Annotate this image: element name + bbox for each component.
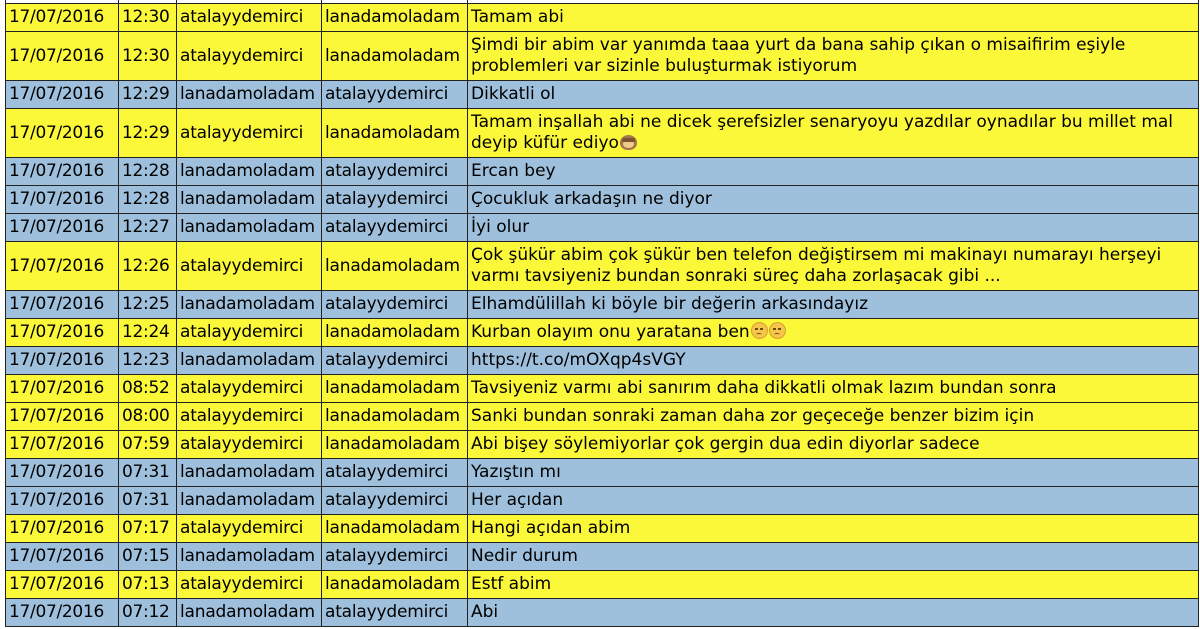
sender-cell <box>177 214 322 242</box>
recipient-text: lanadamoladam <box>325 378 460 398</box>
sender-text: atalayydemirci <box>180 255 304 276</box>
message-text: Elhamdülillah ki böyle bir değerin arkasındayız <box>471 294 869 314</box>
date-text: 17/07/2016 <box>9 255 104 276</box>
message-cell <box>468 158 1199 186</box>
sender-text: lanadamoladam <box>180 84 315 104</box>
date-text: 17/07/2016 <box>9 546 104 566</box>
sender-cell <box>177 571 322 599</box>
message-text: Abi bişey söylemiyorlar çok gergin dua edin diyorlar sadece <box>471 434 980 454</box>
sender-cell <box>177 403 322 431</box>
date-cell <box>6 291 119 319</box>
date-cell <box>6 158 119 186</box>
date-text: 17/07/2016 <box>9 350 104 370</box>
message-text: Çocukluk arkadaşın ne diyor <box>471 189 712 209</box>
date-cell <box>6 515 119 543</box>
table-row <box>6 291 1199 319</box>
date-text: 17/07/2016 <box>9 322 104 342</box>
table-row <box>6 319 1199 347</box>
sender-cell <box>177 431 322 459</box>
sender-cell <box>177 599 322 627</box>
message-cell <box>468 459 1199 487</box>
sender-text: atalayydemirci <box>180 574 304 594</box>
sender-text: lanadamoladam <box>180 546 315 566</box>
message-cell <box>468 571 1199 599</box>
date-text: 17/07/2016 <box>9 217 104 237</box>
recipient-text: atalayydemirci <box>325 546 449 566</box>
recipient-cell <box>322 347 468 375</box>
table-row <box>6 543 1199 571</box>
sender-cell <box>177 158 322 186</box>
time-cell <box>119 487 177 515</box>
message-cell <box>468 431 1199 459</box>
recipient-cell <box>322 81 468 109</box>
sender-text: lanadamoladam <box>180 217 315 237</box>
message-text: İyi olur <box>471 217 530 237</box>
date-cell <box>6 319 119 347</box>
sender-text: lanadamoladam <box>180 462 315 482</box>
time-cell <box>119 375 177 403</box>
message-log-table <box>5 0 1199 627</box>
pensive-face-icon <box>769 322 786 339</box>
recipient-cell <box>322 375 468 403</box>
recipient-text: lanadamoladam <box>325 434 460 454</box>
date-cell <box>6 543 119 571</box>
table-row <box>6 487 1199 515</box>
recipient-text: atalayydemirci <box>325 294 449 314</box>
message-text: Nedir durum <box>471 546 578 566</box>
message-text: Yazıştın mı <box>471 462 561 482</box>
time-text: 07:31 <box>122 490 170 510</box>
time-cell <box>119 81 177 109</box>
sender-text: atalayydemirci <box>180 518 304 538</box>
time-text: 12:25 <box>122 294 170 314</box>
time-text: 12:28 <box>122 161 170 181</box>
time-cell <box>119 242 177 291</box>
recipient-cell <box>322 109 468 158</box>
date-text: 17/07/2016 <box>9 161 104 181</box>
recipient-cell <box>322 571 468 599</box>
table-row <box>6 81 1199 109</box>
recipient-cell <box>322 543 468 571</box>
recipient-cell <box>322 431 468 459</box>
sender-cell <box>177 32 322 81</box>
sender-cell <box>177 515 322 543</box>
date-cell <box>6 599 119 627</box>
time-cell <box>119 291 177 319</box>
message-text: Kurban olayım onu yaratana ben <box>471 322 750 342</box>
message-cell <box>468 515 1199 543</box>
recipient-text: atalayydemirci <box>325 602 449 622</box>
table-row <box>6 431 1199 459</box>
date-cell <box>6 487 119 515</box>
date-cell <box>6 431 119 459</box>
table-row <box>6 403 1199 431</box>
recipient-text: atalayydemirci <box>325 161 449 181</box>
time-text: 07:12 <box>122 602 170 622</box>
sender-cell <box>177 109 322 158</box>
sender-text: atalayydemirci <box>180 122 304 143</box>
message-text: Estf abim <box>471 574 552 594</box>
message-cell <box>468 487 1199 515</box>
date-cell <box>6 403 119 431</box>
date-cell <box>6 571 119 599</box>
date-cell <box>6 186 119 214</box>
time-cell <box>119 403 177 431</box>
date-text: 17/07/2016 <box>9 7 104 27</box>
recipient-text: atalayydemirci <box>325 189 449 209</box>
time-cell <box>119 32 177 81</box>
recipient-cell <box>322 158 468 186</box>
recipient-cell <box>322 459 468 487</box>
message-cell <box>468 186 1199 214</box>
message-cell <box>468 319 1199 347</box>
time-cell <box>119 431 177 459</box>
sender-cell <box>177 459 322 487</box>
time-cell <box>119 4 177 32</box>
table-row <box>6 109 1199 158</box>
recipient-text: lanadamoladam <box>325 45 460 66</box>
time-cell <box>119 571 177 599</box>
sender-text: lanadamoladam <box>180 294 315 314</box>
message-text: Tamam abi <box>471 7 564 27</box>
date-text: 17/07/2016 <box>9 462 104 482</box>
sender-cell <box>177 347 322 375</box>
date-text: 17/07/2016 <box>9 45 104 66</box>
table-row <box>6 347 1199 375</box>
table-row <box>6 32 1199 81</box>
date-text: 17/07/2016 <box>9 518 104 538</box>
recipient-cell <box>322 291 468 319</box>
message-text: Şimdi bir abim var yanımda taaa yurt da bana sahip çıkan o misaifirim eşiyle problemleri var sizinle buluşturmak istiyorum <box>471 35 1131 76</box>
sender-cell <box>177 487 322 515</box>
recipient-cell <box>322 515 468 543</box>
time-text: 07:59 <box>122 434 170 454</box>
message-cell <box>468 4 1199 32</box>
message-text: Sanki bundan sonraki zaman daha zor geçeceğe benzer bizim için <box>471 406 1035 426</box>
date-cell <box>6 109 119 158</box>
sender-text: atalayydemirci <box>180 378 304 398</box>
sender-text: lanadamoladam <box>180 490 315 510</box>
table-row <box>6 242 1199 291</box>
time-cell <box>119 459 177 487</box>
date-text: 17/07/2016 <box>9 189 104 209</box>
date-text: 17/07/2016 <box>9 378 104 398</box>
table-row <box>6 515 1199 543</box>
time-cell <box>119 109 177 158</box>
recipient-text: lanadamoladam <box>325 7 460 27</box>
table-row <box>6 158 1199 186</box>
table-row <box>6 4 1199 32</box>
recipient-cell <box>322 214 468 242</box>
message-text: https://t.co/mOXqp4sVGY <box>471 350 686 370</box>
date-cell <box>6 214 119 242</box>
time-cell <box>119 347 177 375</box>
date-text: 17/07/2016 <box>9 574 104 594</box>
table-row <box>6 599 1199 627</box>
date-cell <box>6 81 119 109</box>
recipient-cell <box>322 487 468 515</box>
date-cell <box>6 4 119 32</box>
recipient-text: lanadamoladam <box>325 122 460 143</box>
recipient-text: atalayydemirci <box>325 217 449 237</box>
sender-cell <box>177 81 322 109</box>
message-text: Çok şükür abim çok şükür ben telefon değiştirsem mi makinayı numarayı herşeyi varmı tavsiyeniz bundan sonraki süreç daha zorlaşacak gibi ... <box>471 245 1167 286</box>
date-text: 17/07/2016 <box>9 490 104 510</box>
time-text: 07:17 <box>122 518 170 538</box>
time-text: 07:13 <box>122 574 170 594</box>
message-cell <box>468 543 1199 571</box>
message-cell <box>468 375 1199 403</box>
sender-cell <box>177 319 322 347</box>
date-text: 17/07/2016 <box>9 84 104 104</box>
sender-text: lanadamoladam <box>180 189 315 209</box>
message-text: Abi <box>471 602 499 622</box>
time-text: 12:26 <box>122 255 170 276</box>
time-text: 12:27 <box>122 217 170 237</box>
time-cell <box>119 214 177 242</box>
message-text: Ercan bey <box>471 161 556 181</box>
time-cell <box>119 515 177 543</box>
time-cell <box>119 186 177 214</box>
table-row <box>6 375 1199 403</box>
sender-cell <box>177 291 322 319</box>
date-cell <box>6 375 119 403</box>
time-cell <box>119 599 177 627</box>
table-row <box>6 186 1199 214</box>
table-row <box>6 571 1199 599</box>
time-text: 08:52 <box>122 378 170 398</box>
message-text: Tavsiyeniz varmı abi sanırım daha dikkatli olmak lazım bundan sonra <box>471 378 1057 398</box>
recipient-text: lanadamoladam <box>325 322 460 342</box>
time-text: 08:00 <box>122 406 170 426</box>
sender-cell <box>177 543 322 571</box>
sender-text: lanadamoladam <box>180 350 315 370</box>
recipient-text: lanadamoladam <box>325 518 460 538</box>
time-cell <box>119 319 177 347</box>
time-cell <box>119 158 177 186</box>
sender-cell <box>177 186 322 214</box>
sender-text: atalayydemirci <box>180 45 304 66</box>
message-text: Her açıdan <box>471 490 564 510</box>
recipient-text: atalayydemirci <box>325 350 449 370</box>
recipient-text: atalayydemirci <box>325 462 449 482</box>
recipient-cell <box>322 319 468 347</box>
pensive-face-icon <box>751 322 768 339</box>
time-text: 12:29 <box>122 84 170 104</box>
message-log-body <box>6 0 1199 627</box>
date-text: 17/07/2016 <box>9 294 104 314</box>
date-text: 17/07/2016 <box>9 122 104 143</box>
recipient-text: lanadamoladam <box>325 406 460 426</box>
time-text: 12:28 <box>122 189 170 209</box>
message-cell <box>468 109 1199 158</box>
sender-cell <box>177 242 322 291</box>
date-cell <box>6 242 119 291</box>
message-cell <box>468 32 1199 81</box>
sender-cell <box>177 4 322 32</box>
recipient-cell <box>322 403 468 431</box>
time-text: 07:31 <box>122 462 170 482</box>
recipient-cell <box>322 242 468 291</box>
message-cell <box>468 81 1199 109</box>
recipient-cell <box>322 32 468 81</box>
sender-text: lanadamoladam <box>180 161 315 181</box>
sender-text: lanadamoladam <box>180 602 315 622</box>
date-cell <box>6 459 119 487</box>
recipient-text: atalayydemirci <box>325 490 449 510</box>
time-text: 12:30 <box>122 7 170 27</box>
sender-text: atalayydemirci <box>180 434 304 454</box>
date-text: 17/07/2016 <box>9 406 104 426</box>
time-text: 12:29 <box>122 122 170 143</box>
date-cell <box>6 32 119 81</box>
sender-cell <box>177 375 322 403</box>
sender-text: atalayydemirci <box>180 7 304 27</box>
message-cell <box>468 214 1199 242</box>
time-text: 12:30 <box>122 45 170 66</box>
time-text: 12:23 <box>122 350 170 370</box>
sender-text: atalayydemirci <box>180 322 304 342</box>
table-row <box>6 214 1199 242</box>
date-text: 17/07/2016 <box>9 602 104 622</box>
recipient-cell <box>322 186 468 214</box>
message-cell <box>468 347 1199 375</box>
time-text: 07:15 <box>122 546 170 566</box>
time-cell <box>119 543 177 571</box>
message-text: Dikkatli ol <box>471 84 556 104</box>
recipient-text: atalayydemirci <box>325 84 449 104</box>
recipient-cell <box>322 599 468 627</box>
date-cell <box>6 347 119 375</box>
recipient-text: lanadamoladam <box>325 574 460 594</box>
recipient-cell <box>322 4 468 32</box>
message-cell <box>468 291 1199 319</box>
message-cell <box>468 242 1199 291</box>
date-text: 17/07/2016 <box>9 434 104 454</box>
message-cell <box>468 403 1199 431</box>
message-text: Hangi açıdan abim <box>471 518 631 538</box>
recipient-text: lanadamoladam <box>325 255 460 276</box>
see-no-evil-monkey-icon <box>620 135 637 150</box>
message-cell <box>468 599 1199 627</box>
table-row <box>6 459 1199 487</box>
sender-text: atalayydemirci <box>180 406 304 426</box>
time-text: 12:24 <box>122 322 170 342</box>
message-text: Tamam inşallah abi ne dicek şerefsizler senaryoyu yazdılar oynadılar bu millet mal deyip küfür ediyo <box>471 112 1179 153</box>
